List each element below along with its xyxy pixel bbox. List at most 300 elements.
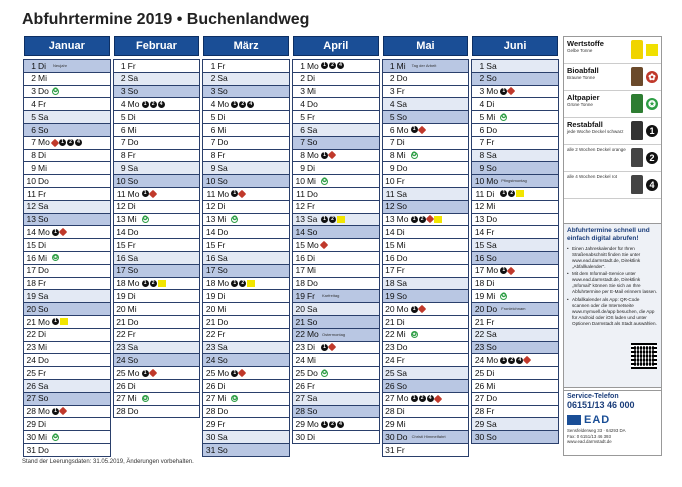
day-number: 21 [474,316,485,327]
residual-waste-1-icon: 1 [500,190,507,197]
day-number: 24 [474,354,485,365]
weekday: Do [127,137,139,148]
residual-waste-1-icon: 1 [52,408,59,415]
day-row [114,85,200,98]
day-row [203,174,289,187]
day-number: 6 [389,124,395,135]
weekday: Mo [486,86,499,97]
legend-name: Bioabfall [567,66,599,75]
weekday: Mi [486,380,496,391]
residual-waste-4-icon: 4 [247,101,254,108]
weekday: Mi [217,303,227,314]
residual-waste-1-icon: 1 [142,370,149,377]
day-number: 21 [385,316,395,327]
day-row [203,443,289,456]
weekday: Di [217,201,226,212]
residual-waste-2-icon: 2 [329,421,336,428]
day-number: 28 [295,406,305,417]
month-column [112,34,202,457]
weekday: Di [486,188,495,199]
day-number: 18 [205,278,216,289]
day-number: 24 [385,354,395,365]
weekday: Sa [396,188,408,199]
legend-symbol-icon: 1 [646,125,658,137]
weekday: Do [486,214,498,225]
day-number: 30 [26,431,36,442]
residual-waste-1-icon: 1 [59,139,66,146]
weekday: Sa [217,73,228,84]
day-row [293,366,379,379]
weekday: So [38,214,49,225]
weekday: Mi [396,418,406,429]
day-row [472,97,558,110]
weekday: Sa [217,431,228,442]
day-row [472,85,558,98]
day-number: 25 [26,367,36,378]
day-number: 2 [120,73,126,84]
day-number: 19 [295,290,305,301]
weekday: Sa [486,60,497,71]
weekday: So [306,316,318,327]
bio-icon [328,343,336,351]
day-number: 13 [474,214,485,225]
ead-logo-text: EAD [584,414,611,426]
day-row [383,353,469,366]
day-number: 17 [295,265,305,276]
promo-item: • Abfallkalender als App: QR-Code scannen oder die Internetseite www.mymuell.de/app besuchen, die App für Android oder iOS laden und unter Optionen Darmstadt als Stadt auswählen. [567,297,658,327]
residual-waste-2-icon: 2 [239,280,246,287]
day-row [293,225,379,238]
weekday: Mi [306,354,316,365]
day-row [114,251,200,264]
weekday: Fr [217,329,226,340]
day-number: 2 [479,73,485,84]
legend-sub: Braune Tonne [567,75,595,80]
weekday: Do [486,393,498,404]
day-number: 16 [116,252,126,263]
paper-icon: ✪ [232,216,238,223]
day-number: 20 [205,303,216,314]
weekday: Sa [127,252,139,263]
day-number: 9 [300,163,305,174]
month-header: März [203,36,289,56]
legend-sub: Gelbe Tonne [567,48,593,53]
recycling-icon [158,280,166,287]
residual-waste-1-icon: 1 [500,357,507,364]
residual-waste-1-icon: 1 [142,190,149,197]
day-row [383,366,469,379]
month-column [381,34,471,457]
day-row [114,136,200,149]
weekday: Mi [396,329,406,340]
day-number: 7 [389,137,395,148]
day-number: 24 [26,354,36,365]
weekday: So [486,431,497,442]
day-row [293,341,379,354]
weekday: Mo [396,214,409,225]
day-row [383,72,469,85]
day-number: 5 [210,111,216,122]
weekday: Mi [127,214,137,225]
paper-icon: ✪ [411,152,417,159]
day-number: 16 [385,252,395,263]
weekday: Sa [38,290,49,301]
day-row [472,430,558,443]
day-number: 27 [474,393,485,404]
weekday: Mi [396,150,406,161]
day-number: 19 [474,290,485,301]
day-number: 7 [120,137,126,148]
day-row [24,405,110,418]
day-number: 31 [26,444,36,455]
day-number: 13 [295,214,305,225]
paper-icon: ✪ [232,395,238,402]
weekday: Do [486,124,498,135]
month-days [382,59,470,457]
weekday: Fr [396,265,405,276]
day-number: 9 [210,163,216,174]
day-number: 24 [205,354,216,365]
day-number: 24 [295,354,305,365]
day-number: 8 [300,150,305,161]
day-number: 29 [385,418,395,429]
day-number: 17 [205,265,216,276]
day-row [383,161,469,174]
weekday: Mi [127,124,137,135]
day-number: 11 [385,188,395,199]
day-number: 30 [205,431,216,442]
day-number: 11 [116,188,126,199]
day-number: 29 [26,418,36,429]
bio-icon [417,305,425,313]
day-number: 22 [295,329,305,340]
holiday-label: Tag der Arbeit [411,62,437,68]
bio-icon [507,266,515,274]
weekday: So [486,342,497,353]
day-row [293,238,379,251]
service-phone[interactable]: 06151/13 46 000 [567,400,635,410]
residual-waste-1-icon: 1 [321,216,328,223]
day-row [114,366,200,379]
day-row [114,200,200,213]
day-row [472,213,558,226]
day-number: 15 [295,239,305,250]
day-number: 26 [474,380,485,391]
day-row [383,417,469,430]
weekday: Mi [486,290,496,301]
day-row [293,430,379,443]
day-number: 29 [205,418,216,429]
day-row [383,328,469,341]
weekday: Sa [38,380,49,391]
day-row [472,174,558,187]
weekday: Di [396,316,405,327]
day-row [24,366,110,379]
day-number: 30 [385,431,395,442]
weekday: Mo [38,227,50,237]
weekday: Sa [486,150,497,161]
day-row [203,392,289,405]
day-number: 9 [31,163,36,174]
weekday: Mo [486,265,499,276]
day-number: 21 [26,316,36,327]
weekday: Mo [127,99,140,110]
day-row [293,251,379,264]
day-row [293,72,379,85]
weekday: Di [127,290,136,301]
day-row [24,200,110,213]
weekday: Sa [217,252,228,263]
day-number: 31 [385,444,395,455]
paper-icon: ✪ [142,395,148,402]
weekday: Di [486,278,495,289]
day-row [24,97,110,110]
legend-item [564,37,661,64]
address-line: Sensfelderweg 33 · 64293 DA [567,428,626,433]
weekday: Do [396,431,408,442]
weekday: So [127,86,139,97]
holiday-label: Pfingstmontag [501,178,527,184]
day-row [24,187,110,200]
bio-icon [148,190,156,198]
day-number: 10 [385,175,395,186]
day-row [293,123,379,136]
residual-waste-1-icon: 1 [500,88,507,95]
legend-symbol-icon: 2 [646,152,658,164]
day-row [472,417,558,430]
residual-waste-2-icon: 2 [508,357,515,364]
weekday: Fr [38,367,47,378]
weekday: Mi [217,393,227,404]
day-number: 20 [295,303,305,314]
promo-heading: Abfuhrtermine schnell und einfach digital abrufen! [567,227,650,242]
day-row [114,238,200,251]
day-row [203,213,289,226]
day-row [24,302,110,315]
day-row [24,289,110,302]
day-row [114,315,200,328]
day-row [114,341,200,354]
weekday: Sa [38,111,49,122]
day-row [24,123,110,136]
weekday: Do [396,163,408,174]
day-row [203,149,289,162]
day-number: 31 [205,444,216,455]
weekday: Mo [306,329,319,340]
weekday: Do [306,188,318,199]
day-number: 14 [385,227,395,237]
day-row [293,149,379,162]
day-number: 10 [474,175,485,186]
day-row [293,353,379,366]
day-row [383,123,469,136]
weekday: Mi [306,265,316,276]
day-number: 27 [26,393,36,404]
day-row [472,200,558,213]
day-row [293,213,379,226]
residual-waste-4-icon: 4 [75,139,82,146]
day-row [114,328,200,341]
legend-name: Restabfall [567,120,603,129]
day-row [383,264,469,277]
holiday-label: Fronleichnam [501,306,526,312]
day-number: 5 [479,111,485,122]
day-row [472,251,558,264]
day-row [114,174,200,187]
day-row [293,315,379,328]
weekday: Sa [396,278,408,289]
weekday: Di [38,60,47,71]
day-number: 2 [300,73,305,84]
day-row [24,277,110,290]
day-row [24,85,110,98]
month-column [201,34,291,457]
day-number: 19 [385,290,395,301]
day-number: 14 [474,227,485,237]
day-row [383,213,469,226]
month-header: Juni [472,36,558,56]
day-row [24,430,110,443]
day-row [472,302,558,315]
weekday: Di [306,252,315,263]
weekday: Fr [306,290,315,301]
weekday: Di [38,329,47,340]
weekday: Di [217,290,226,301]
day-row [472,149,558,162]
day-number: 8 [120,150,126,161]
day-row [383,379,469,392]
day-row [24,225,110,238]
weekday: Mo [38,137,50,148]
day-row [203,302,289,315]
weekday: Di [217,111,226,122]
day-number: 13 [26,214,36,225]
day-number: 13 [205,214,216,225]
month-column [470,34,560,457]
day-row [203,59,289,72]
day-number: 10 [26,175,36,186]
day-row [472,353,558,366]
day-number: 15 [205,239,216,250]
weekday: So [127,265,139,276]
day-row [383,97,469,110]
day-number: 2 [210,73,216,84]
legend-symbol-icon: 4 [646,179,658,191]
holiday-label: Christi Himmelfahrt [411,434,446,439]
day-number: 25 [116,367,126,378]
weekday: Mi [217,214,227,225]
weekday: Mo [396,393,409,404]
residual-waste-1-icon: 1 [321,421,328,428]
service-address [567,428,658,445]
day-number: 25 [295,367,305,378]
day-row [472,328,558,341]
promo-list [567,246,658,328]
day-number: 11 [27,188,36,199]
residual-waste-2-icon: 2 [419,395,426,402]
weekday: Mi [38,73,47,84]
weekday: Fr [38,99,47,110]
qr-code-icon[interactable] [631,343,657,369]
weekday: Do [38,175,49,186]
website-line[interactable]: www.ead.darmstadt.de [567,439,612,444]
weekday: Do [217,406,229,417]
day-row [293,328,379,341]
day-number: 26 [295,380,305,391]
weekday: Di [486,99,495,110]
legend-sub: alle 4 Wochen Deckel rot [567,174,617,179]
day-number: 22 [116,329,126,340]
weekday: Fr [486,137,495,148]
weekday: So [217,86,228,97]
weekday: So [396,290,408,301]
day-number: 26 [205,380,216,391]
day-row [383,200,469,213]
weekday: Sa [306,124,318,135]
day-number: 12 [474,201,485,212]
day-row [472,379,558,392]
weekday: Do [127,227,139,237]
day-row [114,97,200,110]
bio-icon [238,369,246,377]
weekday: Mi [486,111,496,122]
day-number: 27 [205,393,216,404]
day-row [114,405,200,418]
weekday: Do [306,367,318,378]
day-number: 6 [300,124,305,135]
day-row [203,110,289,123]
residual-waste-1-icon: 1 [142,101,149,108]
day-row [203,161,289,174]
weekday: Sa [127,163,139,174]
month-header: Mai [383,36,469,56]
paper-icon: ✪ [52,88,59,95]
weekday: Fr [396,354,405,365]
day-row [203,405,289,418]
residual-waste-1-icon: 1 [231,190,238,197]
day-number: 2 [389,73,395,84]
legend-name: Altpapier [567,93,600,102]
day-number: 8 [389,150,395,161]
day-number: 17 [474,265,485,276]
day-row [24,149,110,162]
month-header: Februar [114,36,200,56]
legend-symbol-icon [646,44,658,56]
weekday: Mo [306,60,319,71]
day-number: 5 [120,111,126,122]
promo-item: • Einen Jahreskalender für Ihren Straßenabschnitt finden Sie unter www.ead.darmstadt.de, Direktlink „Abfallkalender". [567,246,658,270]
weekday: Sa [127,342,139,353]
weekday: Fr [38,278,47,289]
weekday: Fr [306,111,315,122]
weekday: So [38,124,49,135]
weekday: Do [38,265,49,276]
day-row [203,123,289,136]
bio-icon [238,190,246,198]
day-number: 13 [385,214,395,225]
weekday: Do [396,73,408,84]
day-row [383,443,469,456]
weekday: Do [306,278,318,289]
day-number: 27 [116,393,126,404]
residual-waste-2-icon: 2 [329,216,336,223]
day-number: 25 [474,367,485,378]
day-number: 3 [389,86,395,97]
day-number: 8 [479,150,485,161]
day-row [24,443,110,456]
day-row [203,251,289,264]
weekday: Di [306,163,315,174]
